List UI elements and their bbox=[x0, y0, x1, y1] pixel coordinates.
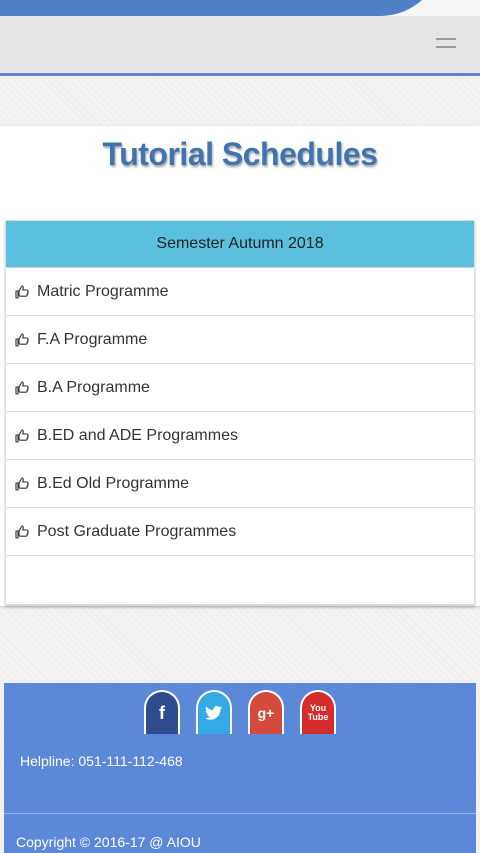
list-item-label: Post Graduate Programmes bbox=[37, 522, 237, 540]
list-item-post-graduate[interactable] bbox=[6, 508, 474, 556]
page-title: Tutorial Schedules bbox=[102, 136, 378, 172]
schedule-table bbox=[5, 220, 475, 605]
list-item-bed-ade[interactable] bbox=[6, 412, 474, 460]
top-banner bbox=[0, 0, 480, 16]
google-plus-icon[interactable]: g+ bbox=[248, 690, 284, 734]
social-links bbox=[4, 690, 476, 734]
footer bbox=[4, 683, 476, 853]
navbar bbox=[0, 16, 480, 76]
youtube-icon[interactable]: You Tube bbox=[300, 690, 336, 734]
hand-pointing-right-icon bbox=[14, 332, 30, 348]
list-item-bed-old[interactable] bbox=[6, 460, 474, 508]
helpline-text: Helpline: 051-111-112-468 bbox=[20, 753, 183, 769]
empty-row bbox=[6, 556, 474, 604]
list-item-fa[interactable] bbox=[6, 316, 474, 364]
hand-pointing-right-icon bbox=[14, 476, 30, 492]
hand-pointing-right-icon bbox=[14, 284, 30, 300]
hand-pointing-right-icon bbox=[14, 428, 30, 444]
list-item-label: F.A Programme bbox=[37, 330, 148, 348]
list-item-label: Matric Programme bbox=[37, 282, 169, 300]
content-card bbox=[0, 126, 480, 606]
list-item-ba[interactable] bbox=[6, 364, 474, 412]
copyright-text: Copyright © 2016-17 @ AIOU bbox=[16, 834, 201, 850]
hand-pointing-right-icon bbox=[14, 380, 30, 396]
twitter-icon[interactable] bbox=[196, 690, 232, 734]
banner-shape bbox=[0, 0, 440, 16]
list-item-matric[interactable] bbox=[6, 268, 474, 316]
table-header: Semester Autumn 2018 bbox=[6, 221, 474, 268]
facebook-icon[interactable]: f bbox=[144, 690, 180, 734]
footer-divider bbox=[4, 813, 476, 814]
list-item-label: B.ED and ADE Programmes bbox=[37, 426, 238, 444]
list-item-label: B.A Programme bbox=[37, 378, 150, 396]
list-item-label: B.Ed Old Programme bbox=[37, 474, 190, 492]
hand-pointing-right-icon bbox=[14, 524, 30, 540]
hamburger-icon[interactable] bbox=[436, 38, 456, 52]
